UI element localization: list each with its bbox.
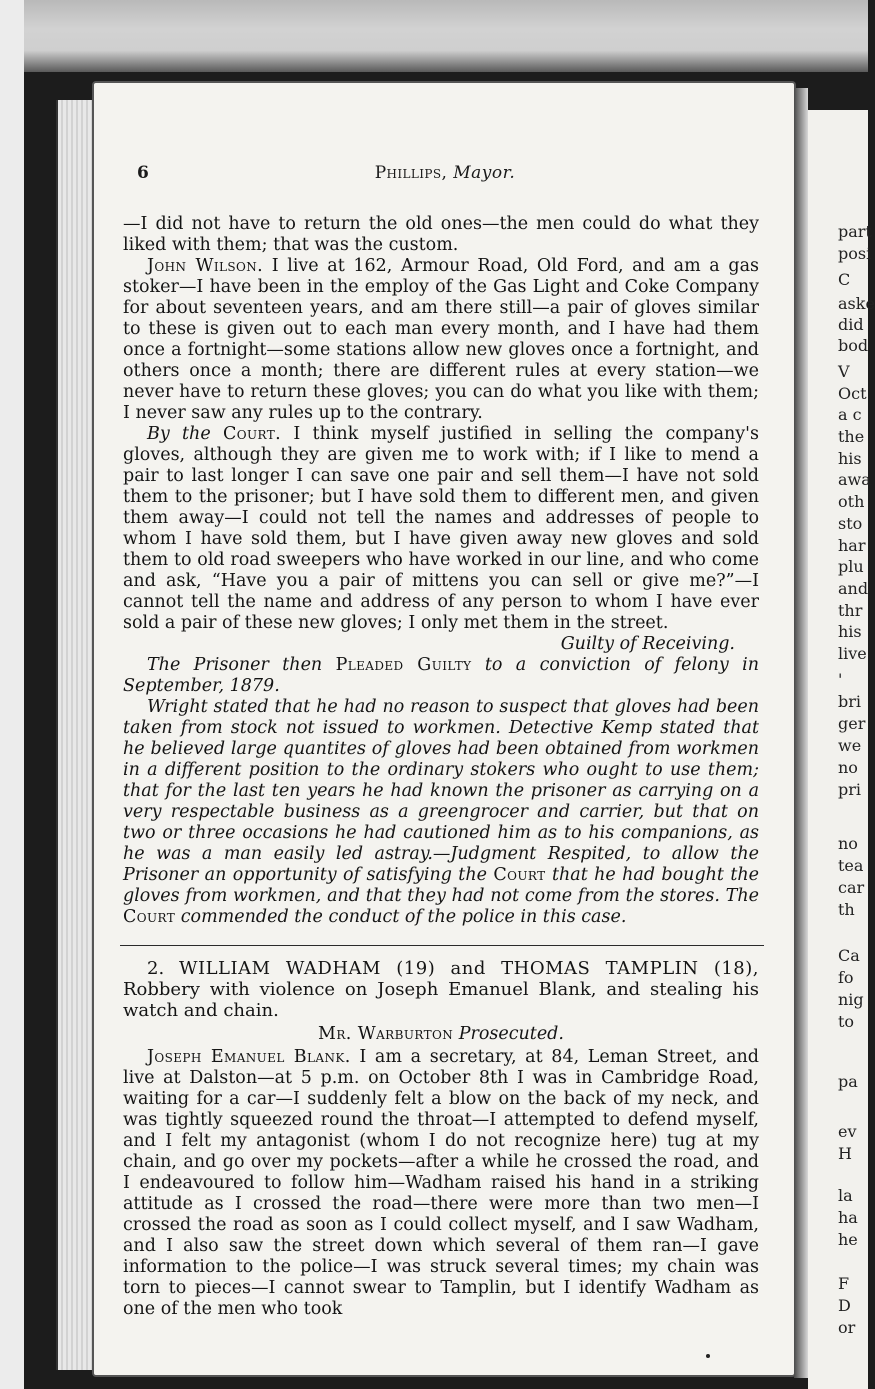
note-text-c: The bbox=[725, 886, 759, 906]
paragraph-john-wilson bbox=[123, 256, 759, 424]
note-text-a: Wright stated that he had no reason to suspect that gloves had been taken from stock not issued to workmen. Detective Kemp stated that he believed large quantites of gloves had been obtained from workmen in a different position to the ordinary stokers who ought to use them; that for the last ten years he had known the prisoner as carrying on a very respectable business as a greengrocer and carrier, but that on two or three occasions he had cautioned him as to his companions, as he was a man easily led astray.—Judgment Respited, to allow the Prisoner an opportunity of satisfying the bbox=[123, 697, 759, 885]
witness-testimony: I live at 162, Armour Road, Old Ford, and am a gas stoker—I have been in the employ of the Gas Light and Coke Company for about seventeen years, and am there still—a pair of gloves similar to these is given out to each man every month, and I have had them once a fortnight—some stations allow new gloves once a fortnight, and others once a month; there are different rules at every station—we never have to return these gloves; you can do what you like with them; I never saw any rules up to the contrary. bbox=[123, 256, 759, 423]
facing-page-word: F bbox=[838, 1274, 850, 1293]
note-court-2: Court bbox=[123, 907, 176, 927]
facing-page-word: ha bbox=[838, 1208, 858, 1227]
judgment-note bbox=[123, 697, 759, 928]
note-text-d: commended the conduct of the police in this case. bbox=[180, 907, 627, 927]
facing-page-word: thr bbox=[838, 601, 863, 620]
facing-page-word: a c bbox=[838, 405, 862, 424]
witness-testimony-blank: I am a secretary, at 84, Leman Street, and live at Dalston—at 5 p.m. on October 8th I was in Cambridge Road, waiting for a car—I suddenly felt a blow on the back of my neck, and was tightly squeezed round the throat—I attempted to defend myself, and I felt my antagonist (whom I do not recognize here) tug at my chain, and go over my pockets—after a while he crossed the road, and I endeavoured to follow him—Wadham raised his hand in a striking attitude as I crossed the road—there were more than two men—I crossed the road as soon as I could collect myself, and I saw Wadham, and I also saw the street down which several of them ran—I gave information to the police—I was struck several times; my chain was torn to pieces—I cannot swear to Tamplin, but I identify Wadham as one of the men who took bbox=[123, 1047, 759, 1319]
facing-page-word: ' bbox=[838, 670, 843, 689]
ink-speck bbox=[706, 1354, 710, 1358]
facing-page-word: to bbox=[838, 1012, 855, 1031]
running-head-name: Phillips, bbox=[374, 163, 448, 183]
facing-page-word: fo bbox=[838, 968, 854, 987]
verdict: Guilty of Receiving. bbox=[560, 634, 735, 654]
facing-page-word: ev bbox=[838, 1122, 857, 1141]
facing-page-word: tea bbox=[838, 856, 864, 875]
case-2-text bbox=[123, 958, 759, 1320]
facing-page-word: th bbox=[838, 900, 855, 919]
court-label: Court. bbox=[222, 424, 282, 444]
plea-guilty: Pleaded Guilty bbox=[335, 655, 472, 675]
facing-page-word: pri bbox=[838, 780, 862, 799]
facing-page-word: D bbox=[838, 1296, 851, 1315]
facing-page-word: V bbox=[838, 362, 850, 381]
facing-page-word: ger bbox=[838, 714, 866, 733]
court-testimony: I think myself justified in selling the company's gloves, although they are given me to work with; if I like to mend a pair to last longer I can save one pair and sell them—I have not sold them to the prisoner; but I have sold them to different men, and given them away—I could not tell the names and addresses of people to whom I have sold them, but I have given away new gloves and sold them to old road sweepers who have worked in our line, and who come and ask, “Have you a pair of mittens you can sell or give me?”—I cannot tell the name and address of any person to whom I have ever sold a pair of these new gloves; I only met them in the street. bbox=[123, 424, 759, 633]
facing-page-word: posi bbox=[838, 244, 872, 263]
section-divider bbox=[120, 945, 764, 946]
witness-name: John Wilson. bbox=[147, 256, 264, 276]
facing-page-word: aske bbox=[838, 294, 875, 313]
facing-page-word: no bbox=[838, 834, 858, 853]
facing-page-word: or bbox=[838, 1318, 856, 1337]
running-head-title: Mayor. bbox=[453, 163, 516, 183]
facing-page-word: plu bbox=[838, 557, 864, 576]
facing-page-word: nig bbox=[838, 990, 864, 1009]
facing-page-word: oth bbox=[838, 492, 865, 511]
facing-page-word: la bbox=[838, 1186, 853, 1205]
book-page-edges bbox=[56, 100, 98, 1370]
facing-page-word: C bbox=[838, 270, 851, 289]
facing-page-word: bod bbox=[838, 336, 869, 355]
facing-page-word: live bbox=[838, 644, 867, 663]
case-number: 2. bbox=[147, 958, 165, 979]
paragraph-by-the-court bbox=[123, 424, 759, 634]
plea-text-a: The Prisoner then bbox=[147, 655, 323, 675]
plea-text-c: to a conviction of felony in September, 1879. bbox=[123, 655, 759, 696]
facing-page-word: car bbox=[838, 878, 865, 897]
book-gutter bbox=[794, 88, 808, 1378]
facing-page-word: H bbox=[838, 1144, 852, 1163]
running-head bbox=[135, 163, 755, 183]
by-the-label: By the bbox=[147, 424, 211, 444]
paragraph-joseph-blank bbox=[123, 1047, 759, 1320]
facing-page-word: the bbox=[838, 427, 865, 446]
facing-page-word: pa bbox=[838, 1072, 858, 1091]
charge: Robbery with violence on Joseph Emanuel Blank, and stealing his watch and chain. bbox=[123, 979, 759, 1021]
case-1-text bbox=[123, 214, 759, 928]
plea-paragraph bbox=[123, 655, 759, 697]
facing-page-word: awa bbox=[838, 470, 871, 489]
facing-page-word: his bbox=[838, 622, 862, 641]
note-court-1: Court bbox=[493, 865, 546, 885]
page-number: 6 bbox=[137, 163, 149, 183]
facing-page-word: part bbox=[838, 222, 872, 241]
facing-page-word: and bbox=[838, 579, 869, 598]
facing-page-word: Ca bbox=[838, 946, 860, 965]
counsel-line bbox=[123, 1024, 759, 1045]
facing-page-word: he bbox=[838, 1230, 858, 1249]
facing-page-word: we bbox=[838, 736, 862, 755]
facing-page-word: his bbox=[838, 449, 862, 468]
witness-name-blank: Joseph Emanuel Blank. bbox=[147, 1047, 351, 1067]
case-2-heading bbox=[123, 958, 759, 1021]
facing-page-word: no bbox=[838, 758, 858, 777]
defendants: WILLIAM WADHAM (19) and THOMAS TAMPLIN (18), bbox=[178, 958, 759, 979]
counsel-name: Mr. Warburton bbox=[318, 1024, 454, 1044]
facing-page-word: Oct bbox=[838, 384, 867, 403]
facing-page-word: bri bbox=[838, 692, 862, 711]
scan-margin-left bbox=[0, 0, 24, 1389]
counsel-role: Prosecuted. bbox=[458, 1024, 564, 1044]
note-text-b: that he had bought the gloves from workmen, and that they had not come from the stores. bbox=[123, 865, 759, 906]
page-header bbox=[135, 163, 755, 187]
facing-page-word: har bbox=[838, 536, 866, 555]
paragraph-continuation: —I did not have to return the old ones—the men could do what they liked with them; that was the custom. bbox=[123, 214, 759, 255]
facing-page-word: sto bbox=[838, 514, 863, 533]
facing-page-word: did bbox=[838, 315, 864, 334]
facing-page-fragment bbox=[808, 110, 875, 1389]
scan-background-top bbox=[0, 0, 868, 72]
